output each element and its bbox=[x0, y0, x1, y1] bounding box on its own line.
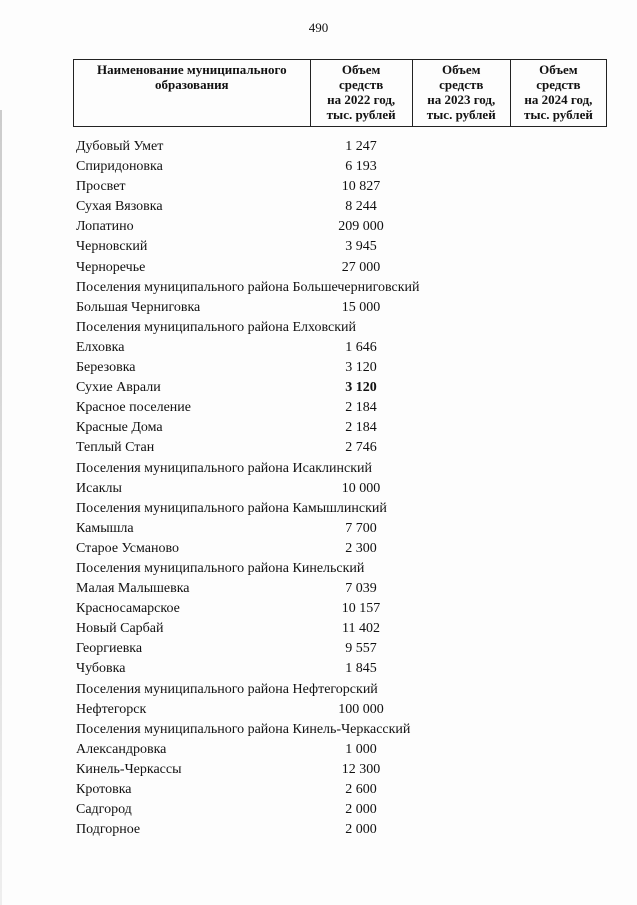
table-row bbox=[76, 800, 616, 820]
table-row bbox=[76, 519, 616, 539]
amount-2022: 1 845 bbox=[345, 661, 377, 677]
amount-2022: 10 157 bbox=[341, 601, 381, 617]
amount-2022: 3 120 bbox=[345, 380, 377, 396]
municipality-name: Просвет bbox=[76, 179, 126, 195]
header-2023-column: Объем средств на 2023 год, тыс. рублей bbox=[412, 60, 510, 127]
municipality-name: Старое Усманово bbox=[76, 540, 179, 556]
amount-2022: 1 247 bbox=[345, 139, 377, 154]
table-row bbox=[76, 820, 616, 840]
municipality-name: Поселения муниципального района Кинель-Черкасский bbox=[76, 721, 411, 737]
municipality-name: Новый Сарбай bbox=[76, 621, 164, 637]
amount-2022: 2 746 bbox=[345, 440, 377, 456]
municipality-name: Садгород bbox=[76, 802, 132, 818]
municipality-name: Черноречье bbox=[76, 259, 146, 275]
table-row bbox=[76, 579, 616, 599]
table-row bbox=[76, 659, 616, 679]
table-row bbox=[76, 177, 616, 197]
table-row bbox=[76, 398, 616, 418]
municipality-name: Кинель-Черкассы bbox=[76, 761, 182, 777]
amount-2022: 12 300 bbox=[341, 761, 381, 777]
amount-2022: 8 244 bbox=[345, 199, 377, 215]
municipality-name: Георгиевка bbox=[76, 641, 143, 657]
district-group-row bbox=[76, 720, 616, 740]
amount-2022: 10 000 bbox=[341, 480, 381, 496]
municipality-name: Сухая Вязовка bbox=[76, 199, 163, 215]
municipality-name: Малая Малышевка bbox=[76, 581, 190, 597]
amount-2022: 2 000 bbox=[345, 822, 377, 838]
municipality-name: Поселения муниципального района Большечерниговский bbox=[76, 279, 420, 295]
table-row bbox=[76, 539, 616, 559]
table-row bbox=[76, 418, 616, 438]
district-group-row bbox=[76, 559, 616, 579]
table-row bbox=[76, 217, 616, 237]
amount-2022: 10 827 bbox=[341, 179, 381, 195]
municipality-name: Поселения муниципального района Нефтегорский bbox=[76, 681, 378, 697]
district-group-row bbox=[76, 499, 616, 519]
table-row bbox=[76, 358, 616, 378]
table-row bbox=[76, 619, 616, 639]
table-row bbox=[76, 780, 616, 800]
table-row bbox=[76, 438, 616, 458]
table-row bbox=[76, 298, 616, 318]
municipality-name: Поселения муниципального района Кинельский bbox=[76, 560, 365, 576]
amount-2022: 7 039 bbox=[345, 581, 377, 597]
district-group-row bbox=[76, 680, 616, 700]
table-header bbox=[73, 59, 607, 127]
amount-2022: 2 300 bbox=[345, 540, 377, 556]
municipality-name: Камышла bbox=[76, 520, 134, 536]
municipality-name: Чубовка bbox=[76, 661, 126, 677]
table-row bbox=[76, 639, 616, 659]
municipality-name: Черновский bbox=[76, 239, 148, 255]
municipality-name: Нефтегорск bbox=[76, 701, 147, 717]
table-row bbox=[76, 378, 616, 398]
amount-2022: 7 700 bbox=[345, 520, 377, 536]
municipality-name: Елховка bbox=[76, 339, 125, 355]
header-name-column: Наименование муниципального образования bbox=[74, 60, 311, 127]
amount-2022: 11 402 bbox=[342, 621, 380, 637]
table-row bbox=[76, 760, 616, 780]
municipality-name: Поселения муниципального района Исаклинский bbox=[76, 460, 372, 476]
municipality-name: Лопатино bbox=[76, 219, 134, 235]
table-row bbox=[76, 599, 616, 619]
municipality-name: Подгорное bbox=[76, 822, 141, 838]
municipality-name: Спиридоновка bbox=[76, 159, 163, 175]
district-group-row bbox=[76, 278, 616, 298]
table-row bbox=[76, 700, 616, 720]
table-row bbox=[76, 157, 616, 177]
amount-2022: 9 557 bbox=[345, 641, 377, 657]
amount-2022: 209 000 bbox=[338, 219, 384, 235]
table-row bbox=[76, 197, 616, 217]
district-group-row bbox=[76, 459, 616, 479]
municipality-name: Теплый Стан bbox=[76, 440, 155, 456]
amount-2022: 2 600 bbox=[345, 782, 377, 797]
district-group-row bbox=[76, 318, 616, 338]
table-body bbox=[76, 137, 616, 840]
table-row bbox=[76, 137, 616, 157]
municipality-name: Поселения муниципального района Елховский bbox=[76, 319, 357, 335]
amount-2022: 27 000 bbox=[341, 259, 381, 275]
table-row bbox=[76, 338, 616, 358]
table-row bbox=[76, 258, 616, 278]
municipality-name: Красное поселение bbox=[76, 400, 191, 416]
amount-2022: 2 184 bbox=[345, 400, 377, 416]
municipality-name: Исаклы bbox=[76, 480, 122, 496]
municipality-name: Березовка bbox=[76, 360, 136, 376]
municipality-name: Большая Черниговка bbox=[76, 299, 201, 315]
municipality-name: Сухие Аврали bbox=[76, 380, 161, 396]
municipality-name: Поселения муниципального района Камышлинский bbox=[76, 500, 387, 516]
amount-2022: 2 000 bbox=[345, 802, 377, 818]
header-2024-column: Объем средств на 2024 год, тыс. рублей bbox=[510, 60, 606, 127]
amount-2022: 1 000 bbox=[345, 741, 377, 757]
municipality-name: Красносамарское bbox=[76, 601, 180, 617]
municipality-name: Красные Дома bbox=[76, 420, 163, 436]
municipality-name: Александровка bbox=[76, 741, 167, 757]
page-number: 490 bbox=[308, 20, 329, 35]
table-row bbox=[76, 740, 616, 760]
amount-2022: 3 120 bbox=[345, 360, 377, 376]
table-row bbox=[76, 237, 616, 257]
header-2022-column: Объем средств на 2022 год, тыс. рублей bbox=[310, 60, 412, 127]
table-row bbox=[76, 479, 616, 499]
amount-2022: 1 646 bbox=[345, 339, 377, 355]
amount-2022: 6 193 bbox=[345, 159, 377, 175]
amount-2022: 15 000 bbox=[341, 299, 381, 315]
municipality-name: Дубовый Умет bbox=[76, 139, 164, 154]
amount-2022: 100 000 bbox=[338, 701, 384, 717]
amount-2022: 3 945 bbox=[345, 239, 377, 255]
amount-2022: 2 184 bbox=[345, 420, 377, 436]
scan-edge bbox=[0, 110, 2, 905]
municipality-name: Кротовка bbox=[76, 782, 132, 797]
